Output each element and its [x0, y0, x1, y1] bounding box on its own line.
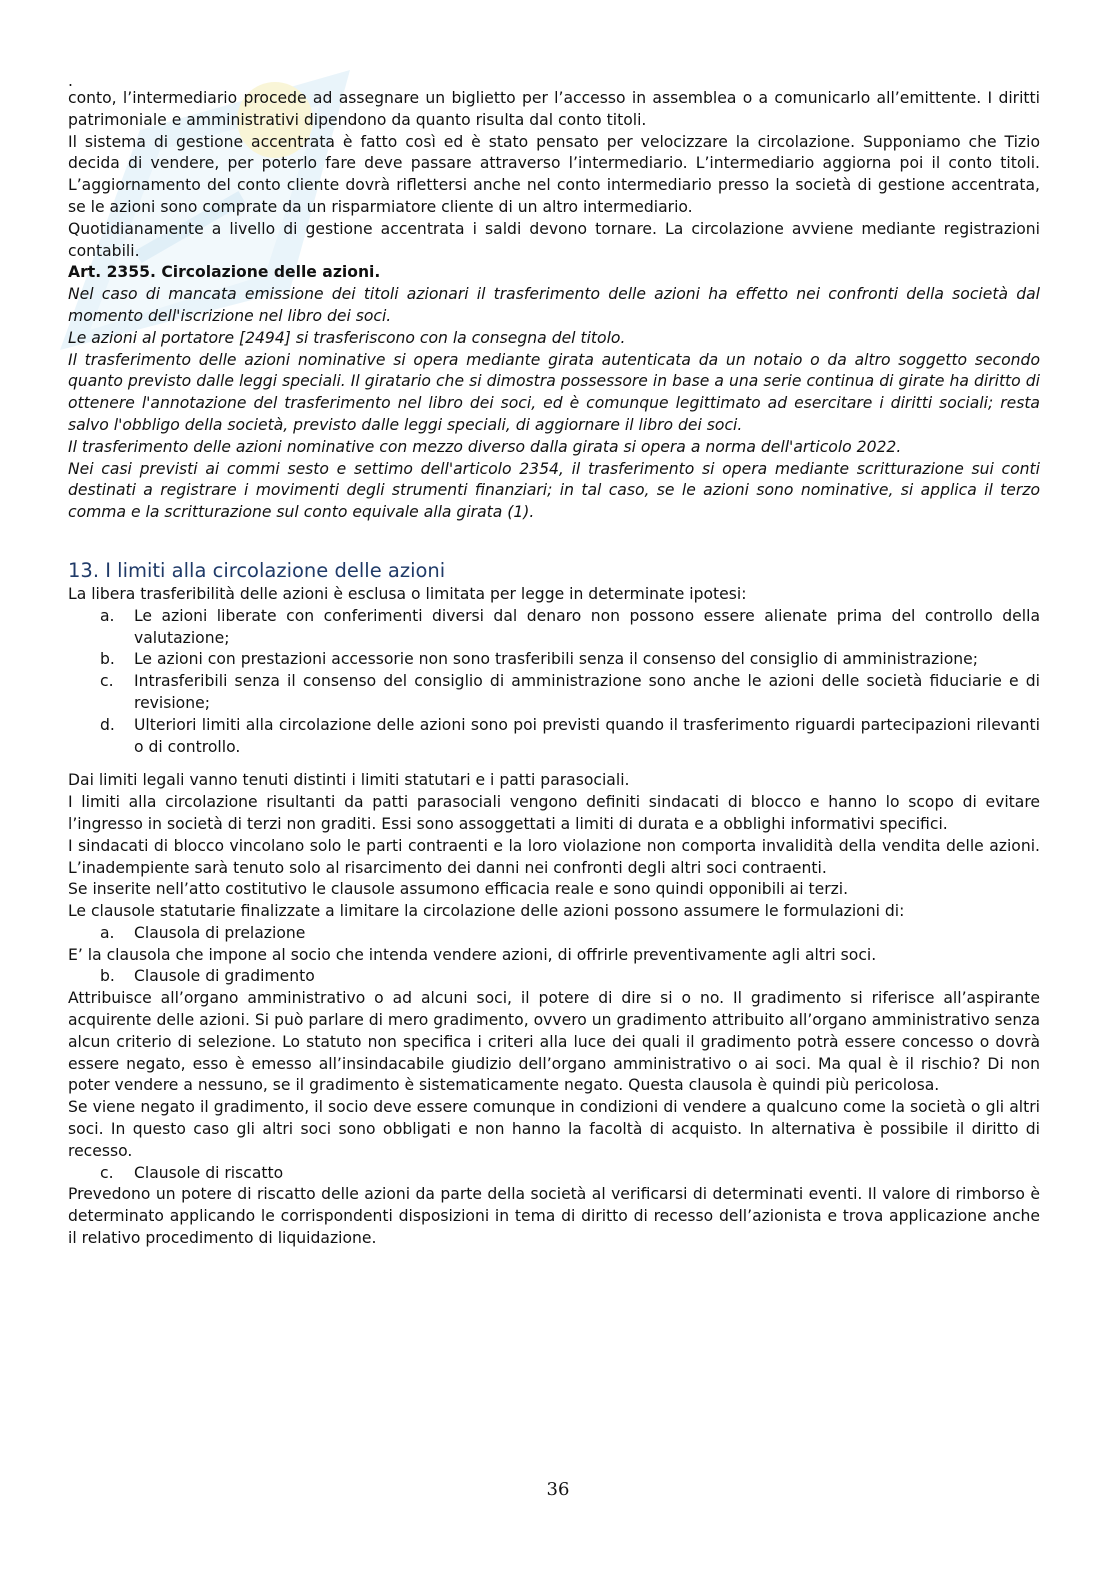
clause-title: [68, 1163, 1040, 1185]
clause-title: [68, 966, 1040, 988]
clause-list: [68, 966, 1040, 988]
paragraph: Se inserite nell’atto costitutivo le clausole assumono efficacia reale e sono quindi opponibili ai terzi.: [68, 880, 849, 899]
clause-paragraph: Se viene negato il gradimento, il socio deve essere comunque in condizioni di vendere a qualcuno come la società o gli altri soci. In questo caso gli altri soci sono obbligati e non hanno la facoltà di acquisto. In alternativa è possibile il diritto di recesso.: [68, 1098, 1040, 1160]
intro-text: [68, 88, 1040, 262]
section-lead: La libera trasferibilità delle azioni è esclusa o limitata per legge in determinate ipotesi:: [68, 584, 747, 603]
list-marker: a.: [100, 606, 115, 625]
paragraph: Quotidianamente a livello di gestione accentrata i saldi devono tornare. La circolazione avviene mediante registrazioni contabili.: [68, 219, 1040, 260]
list-item-text: Le azioni liberate con conferimenti diversi dal denaro non possono essere alienate prima del controllo della valutazione;: [134, 606, 1040, 647]
limit-item: [68, 715, 1040, 759]
section-paragraphs: [68, 770, 1040, 923]
clause-paragraph: Attribuisce all’organo amministrativo o ad alcuni soci, il potere di dire si o no. Il gradimento si riferisce all’aspirante acquirente delle azioni. Si può parlare di mero gradimento, ovvero un gradimento attribuito all’organo amministrativo senza alcun criterio di selezione. Lo statuto non specifica i criteri alla luce dei quali il gradimento potrà essere concesso o dovrà essere negato, esso è emesso all’insindacabile giudizio dell’organo amministrativo o ai soci. Ma qual è il rischio? Di non poter vendere a nessuno, se il gradimento è sistematicamente negato. Questa clausola è quindi più pericolosa.: [68, 989, 1041, 1095]
paragraph: Il sistema di gestione accentrata è fatto così ed è stato pensato per velocizzare la circolazione. Supponiamo che Tizio decida di vendere, per poterlo fare deve passare attraverso l’intermediario. L’intermediario aggiorna poi il conto titoli. L’aggiornamento del conto cliente dovrà riflettersi anche nel conto intermediario presso la società di gestione accentrata, se le azioni sono comprate da un risparmiatore cliente di un altro intermediario.: [68, 132, 1040, 216]
article-paragraph: Le azioni al portatore [2494] si trasferiscono con la consegna del titolo.: [68, 328, 626, 347]
list-marker: c.: [100, 672, 114, 691]
limits-list: [68, 606, 1040, 759]
leading-dot: .: [68, 72, 73, 90]
list-marker: a.: [100, 923, 115, 942]
list-marker: c.: [100, 1163, 114, 1182]
limit-item: [68, 606, 1040, 650]
clause-list: [68, 923, 1040, 945]
limit-item: [68, 649, 1040, 671]
paragraph: Le clausole statutarie finalizzate a limitare la circolazione delle azioni possono assumere le formulazioni di:: [68, 902, 905, 921]
clause-paragraph: Prevedono un potere di riscatto delle azioni da parte della società al verificarsi di determinati eventi. Il valore di rimborso è determinato applicando le corrispondenti disposizioni in tema di diritto di recesso dell’azionista e trova applicazione anche il relativo procedimento di liquidazione.: [68, 1185, 1040, 1248]
clauses: [68, 923, 1040, 1250]
list-marker: b.: [100, 967, 115, 986]
list-item-text: Le azioni con prestazioni accessorie non sono trasferibili senza il consenso del consiglio di amministrazione;: [134, 650, 978, 669]
limit-item: [68, 671, 1040, 715]
section-heading: 13. I limiti alla circolazione delle azioni: [68, 558, 446, 582]
paragraph: I sindacati di blocco vincolano solo le parti contraenti e la loro violazione non comporta invalidità della vendita delle azioni. L’inadempiente sarà tenuto solo al risarcimento dei danni nei confronti degli altri soci contraenti.: [68, 836, 1040, 877]
list-item-text: Ulteriori limiti alla circolazione delle azioni sono poi previsti quando il trasferimento riguardi partecipazioni rilevanti o di controllo.: [134, 715, 1040, 756]
clause-paragraph: E’ la clausola che impone al socio che intenda vendere azioni, di offrirle preventivamente agli altri soci.: [68, 945, 877, 964]
list-item-text: Clausola di prelazione: [134, 923, 306, 942]
article-text: [68, 284, 1040, 524]
article-paragraph: Il trasferimento delle azioni nominative con mezzo diverso dalla girata si opera a norma dell'articolo 2022.: [68, 437, 902, 456]
list-marker: d.: [100, 715, 115, 734]
clause-list: [68, 1163, 1040, 1185]
list-item-text: Intrasferibili senza il consenso del consiglio di amministrazione sono anche le azioni delle società fiduciarie e di revisione;: [134, 672, 1040, 712]
article-paragraph: Nel caso di mancata emissione dei titoli azionari il trasferimento delle azioni ha effetto nei confronti della società dal momento dell'iscrizione nel libro dei soci.: [68, 285, 1040, 325]
list-item-text: Clausole di riscatto: [134, 1163, 284, 1182]
page-number: 36: [546, 1479, 570, 1500]
list-item-text: Clausole di gradimento: [134, 967, 315, 986]
list-marker: b.: [100, 650, 115, 669]
document-page: [68, 74, 1040, 1250]
article-paragraph: Il trasferimento delle azioni nominative si opera mediante girata autenticata da un notaio o da altro soggetto secondo quanto previsto dalle leggi speciali. Il giratario che si dimostra possessore in base a una serie continua di girate ha diritto di ottenere l'annotazione del trasferimento nel libro dei soci, ed è comunque legittimato ad esercitare i diritti sociali; resta salvo l'obbligo della società, previsto dalle leggi speciali, di aggiornare il libro dei soci.: [68, 350, 1040, 434]
article-title: Art. 2355. Circolazione delle azioni.: [68, 263, 381, 282]
paragraph: Dai limiti legali vanno tenuti distinti i limiti statutari e i patti parasociali.: [68, 771, 630, 790]
clause-title: [68, 923, 1040, 945]
paragraph: I limiti alla circolazione risultanti da patti parasociali vengono definiti sindacati di blocco e hanno lo scopo di evitare l’ingresso in società di terzi non graditi. Essi sono assoggettati a limiti di durata e a obblighi informativi specifici.: [68, 793, 1040, 833]
article-paragraph: Nei casi previsti ai commi sesto e settimo dell'articolo 2354, il trasferimento si opera mediante scritturazione sui conti destinati a registrare i movimenti degli strumenti finanziari; in tal caso, se le azioni sono nominative, si applica il terzo comma e la scritturazione sul conto equivale alla girata (1).: [68, 459, 1040, 522]
paragraph: conto, l’intermediario procede ad assegnare un biglietto per l’accesso in assemblea o a comunicarlo all’emittente. I diritti patrimoniale e amministrativi dipendono da quanto risulta dal conto titoli.: [68, 89, 1040, 129]
